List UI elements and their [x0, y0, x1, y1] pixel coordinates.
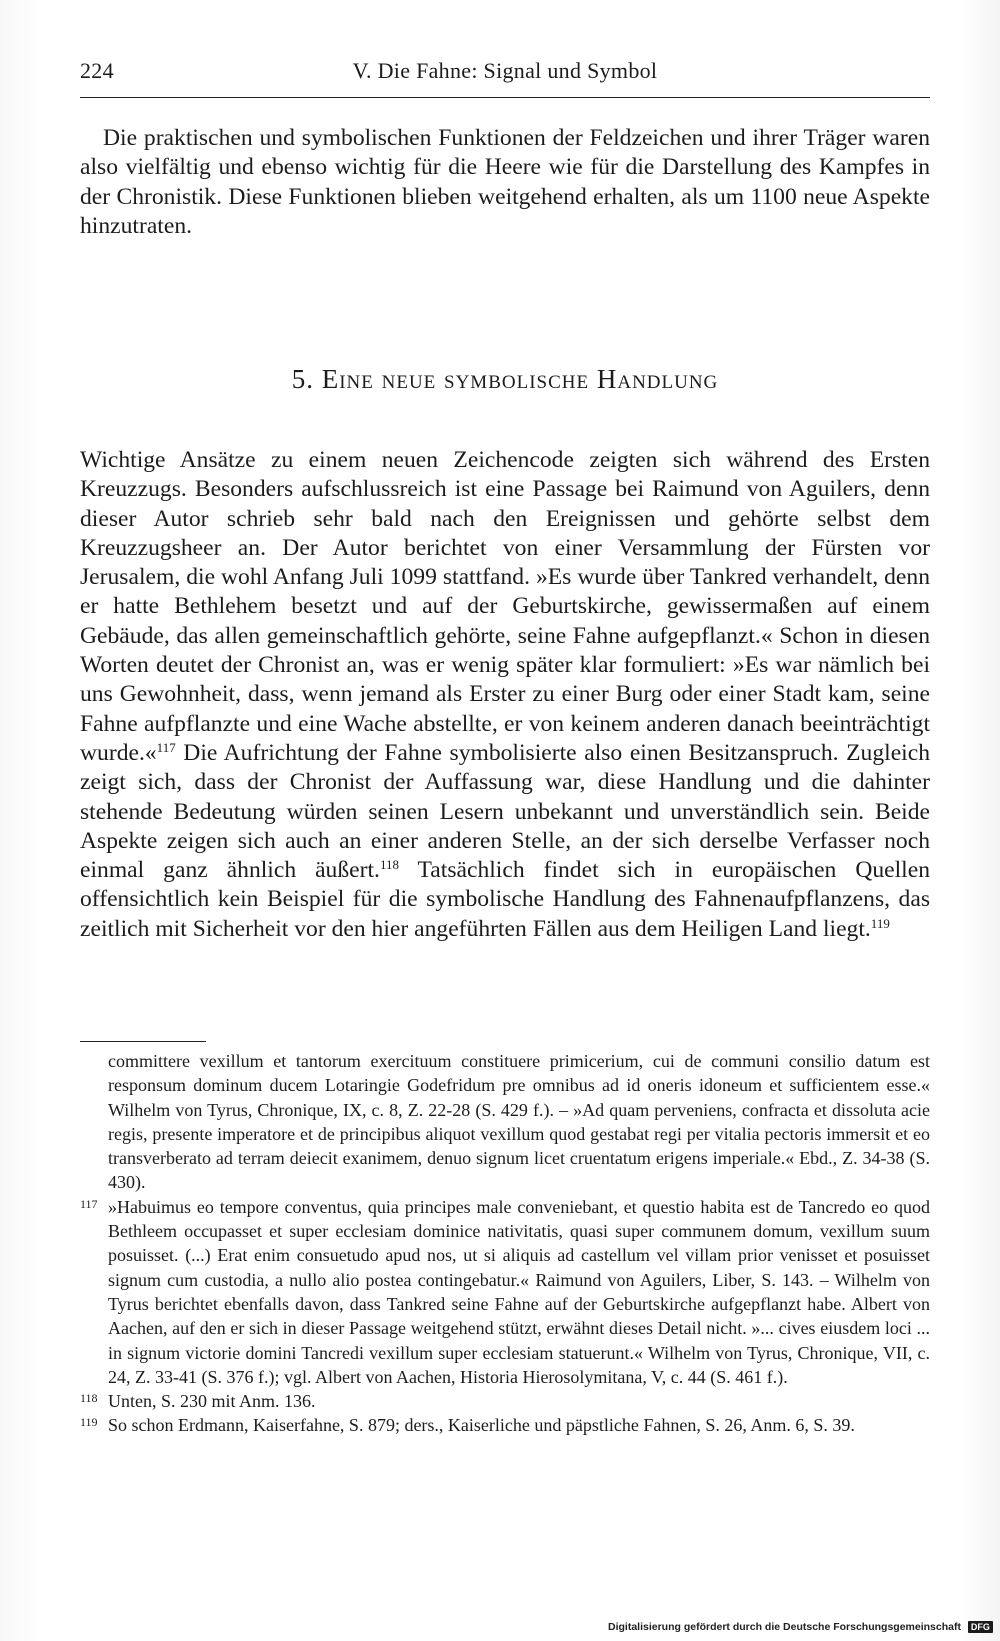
- footnote-ref-117: 117: [156, 739, 176, 755]
- dfg-logo: DFG: [968, 1621, 993, 1633]
- footnote-number: 118: [80, 1391, 98, 1406]
- credit-text: Digitalisierung gefördert durch die Deutsche Forschungsgemeinschaft: [608, 1621, 961, 1633]
- paragraph-2-text-a: Wichtige Ansätze zu einem neuen Zeichencode zeigten sich während des Ersten Kreuzzugs. Besonders aufschlussreich ist eine Passage bei Raimund von Aguilers, denn dieser Autor schrieb sehr bald nach den Ereignissen und gehörte selbst dem Kreuzzugsheer an. Der Autor berichtet von einer Versammlung der Fürsten vor Jerusalem, die wohl Anfang Juli 1099 stattfand. »Es wurde über Tankred verhandelt, denn er hatte Bethlehem besetzt und auf der Geburtskirche, gewissermaßen auf einem Gebäude, das allen gemeinschaftlich gehörte, seine Fahne aufgepflanzt.« Schon in diesen Worten deutet der Chronist an, was er wenig später klar formuliert: »Es war nämlich bei uns Gewohnheit, dass, wenn jemand als Erster zu einer Burg oder einer Stadt kam, seine Fahne aufpflanzte und eine Wache abstellte, er von keinem anderen danach beeinträchtigt wurde.«: [80, 447, 930, 766]
- footnote-118: [80, 1389, 930, 1413]
- footnotes: [80, 1049, 930, 1438]
- footnote-119: [80, 1413, 930, 1437]
- footnote-number: 119: [80, 1415, 98, 1430]
- running-title: V. Die Fahne: Signal und Symbol: [352, 58, 658, 83]
- paragraph-2-text-c: Tatsächlich findet sich in europäischen Quellen offensichtlich kein Beispiel für die symbolische Handlung des Fahnenaufpflanzens, das zeitlich mit Sicherheit vor den hier angeführten Fällen aus dem Heiligen Land liegt.: [80, 857, 931, 942]
- footnote-number: 117: [80, 1196, 98, 1211]
- section-heading: 5. Eine neue symbolische Handlung: [291, 364, 719, 394]
- body-paragraph-2: [80, 446, 930, 944]
- page-number: 224: [80, 58, 114, 83]
- footnote-text: committere vexillum et tantorum exercituum constituere primicerium, cui de communi consilio datum est responsum dominum ducem Lotaringie Godefridum pre omnibus ad id oneris idoneum et sufficientem esse.« Wilhelm von Tyrus, Chronique, IX, c. 8, Z. 22-28 (S. 429 f.). – »Ad quam perveniens, confracta et dissoluta acie regis, presente imperatore et de principibus aliquot vexillum quod gestabat regi per vitalia pectoris immersit et eo transverberato ad terram deiecit exanimem, denuo signum licet cruentatum erigens imperiale.« Ebd., Z. 34-38 (S. 430).: [108, 1051, 930, 1193]
- footnote-117: [80, 1195, 930, 1389]
- page-header: [80, 58, 930, 92]
- footnote-continued: [80, 1049, 930, 1195]
- digitization-credit: [608, 1621, 994, 1637]
- footnote-text: »Habuimus eo tempore conventus, quia principes male conveniebant, et questio habita est de Tancredo eo quod Bethleem occupasset et super ecclesiam dominice nativitatis, quasi super communem domum, vexillum suum posuisset. (...) Erat enim consuetudo apud nos, ut si aliquis ad castellum vel villam prior venisset et posuisset signum cum custodia, a nullo alio postea contingebatur.« Raimund von Aguilers, Liber, S. 143. – Wilhelm von Tyrus berichtet ebenfalls davon, dass Tankred seine Fahne auf der Geburtskirche aufgepflanzt habe. Albert von Aachen, auf den er sich in dieser Passage weitgehend stützt, erwähnt dieses Detail nicht. »... cives eiusdem loci ... in signum victorie domini Tancredi vexillum super ecclesiam statuerunt.« Wilhelm von Tyrus, Chronique, VII, c. 24, Z. 33-41 (S. 376 f.); vgl. Albert von Aachen, Historia Hierosolymitana, V, c. 44 (S. 461 f.).: [108, 1196, 930, 1387]
- body-paragraph-1: Die praktischen und symbolischen Funktionen der Feldzeichen und ihrer Träger waren also vielfältig und ebenso wichtig für die Heere wie für die Darstellung des Kampfes in der Chronistik. Diese Funktionen blieben weitgehend erhalten, als um 1100 neue Aspekte hinzutraten.: [80, 125, 930, 239]
- paragraph-2-text-b: Die Aufrichtung der Fahne symbolisierte also einen Besitzanspruch. Zugleich zeigt sich, dass der Chronist der Auffassung war, diese Handlung und die dahinter stehende Bedeutung würden seinen Lesern unbekannt und unverständlich sein. Beide Aspekte zeigen sich auch an einer anderen Stelle, an der sich derselbe Verfasser noch einmal ganz ähnlich äußert.: [80, 739, 930, 884]
- header-divider: [80, 97, 930, 98]
- footnote-divider: [80, 1041, 206, 1042]
- footnote-ref-118: 118: [379, 857, 399, 873]
- footnote-ref-119: 119: [870, 915, 890, 931]
- footnote-text: Unten, S. 230 mit Anm. 136.: [108, 1391, 316, 1412]
- footnote-text: So schon Erdmann, Kaiserfahne, S. 879; ders., Kaiserliche und päpstliche Fahnen, S. 26, Anm. 6, S. 39.: [108, 1415, 855, 1436]
